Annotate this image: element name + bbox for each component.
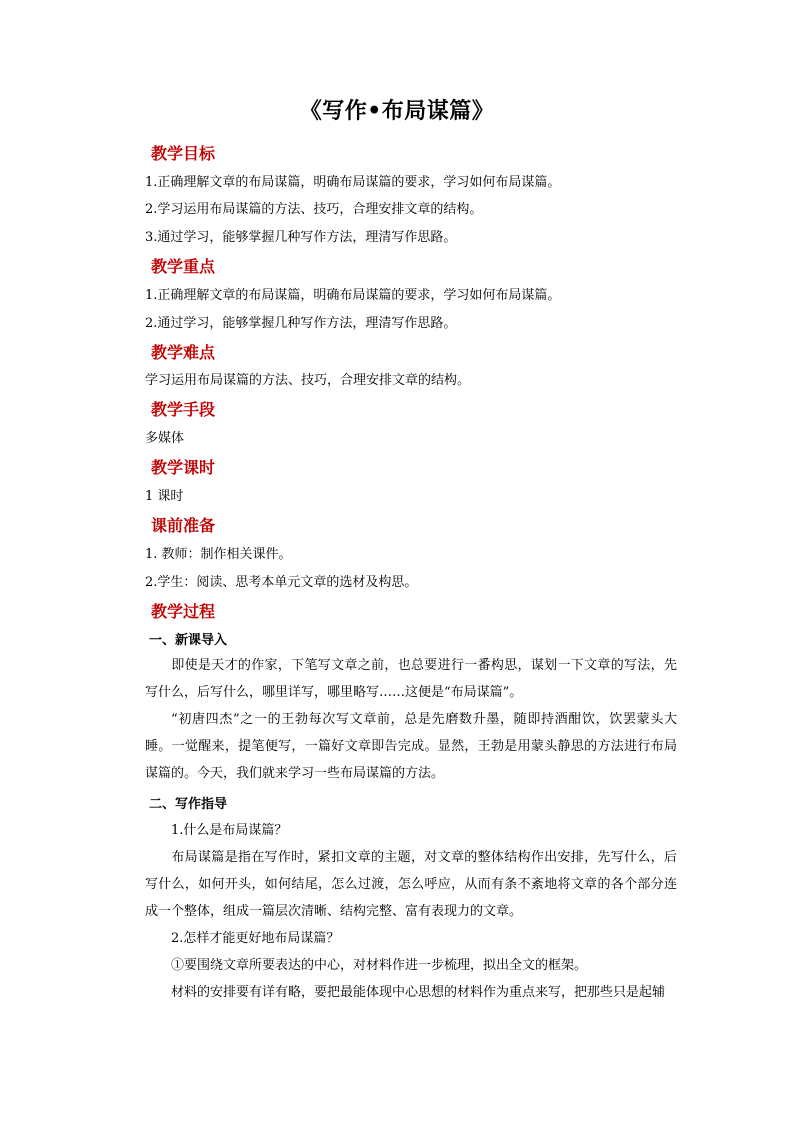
key-point-item-2: 2.通过学习，能够掌握几种写作方法，理清写作思路。 [145,316,457,331]
process-part2-paragraph-4: ①要围绕文章所要表达的中心，对材料作进一步梳理，拟出全文的框架。 [171,958,588,973]
key-point-item-1: 1.正确理解文章的布局谋篇，明确布局谋篇的要求，学习如何布局谋篇。 [145,288,561,303]
process-part1-paragraph-1: 即使是天才的作家，下笔写文章之前，也总要进行一番构思，谋划一下文章的写法，先写什么，后写什么，哪里详写，哪里略写……这便是“布局谋篇”。 [145,658,677,700]
document-title: 《写作•布局谋篇》 [299,98,495,124]
process-part2-heading: 二、写作指导 [149,797,228,812]
preparation-item-1: 1. 教师：制作相关课件。 [145,547,292,562]
section-heading-preparation: 课前准备 [151,516,216,535]
process-part2-paragraph-5: 材料的安排要有详有略，要把最能体现中心思想的材料作为重点来写，把那些只是起辅 [171,985,666,1000]
section-heading-means: 教学手段 [151,400,216,419]
process-part1-paragraph-2: “初唐四杰”之一的王勃每次写文章前，总是先磨数升墨，随即持酒酣饮，饮罢蒙头大睡。一觉醒来，提笔便写，一篇好文章即告完成。显然，王勃是用蒙头静思的方法进行布局谋篇的。今天，我们就来学习一些布局谋篇的方法。 [145,712,677,781]
section-heading-key-points: 教学重点 [151,257,216,276]
preparation-item-2: 2.学生：阅读、思考本单元文章的选材及构思。 [145,575,418,590]
section-heading-process: 教学过程 [151,602,216,621]
difficulty-item-1: 学习运用布局谋篇的方法、技巧，合理安排文章的结构。 [145,373,471,388]
goal-item-2: 2.学习运用布局谋篇的方法、技巧，合理安排文章的结构。 [145,202,483,217]
means-item-1: 多媒体 [145,431,185,446]
process-part2-paragraph-2: 布局谋篇是指在写作时，紧扣文章的主题，对文章的整体结构作出安排，先写什么，后写什么，如何开头，如何结尾，怎么过渡，怎么呼应，从而有条不紊地将文章的各个部分连成一个整体，组成一篇层次清晰、结构完整、富有表现力的文章。 [145,850,677,919]
process-part1-heading: 一、新课导入 [149,633,228,648]
section-heading-hours: 教学课时 [151,458,216,477]
hours-item-1: 1 课时 [145,489,184,504]
section-heading-difficulties: 教学难点 [151,343,216,362]
section-heading-goals: 教学目标 [151,144,216,163]
goal-item-1: 1.正确理解文章的布局谋篇，明确布局谋篇的要求，学习如何布局谋篇。 [145,175,561,190]
process-part2-paragraph-1: 1.什么是布局谋篇？ [171,823,288,838]
goal-item-3: 3.通过学习，能够掌握几种写作方法，理清写作思路。 [145,230,457,245]
process-part2-paragraph-3: 2.怎样才能更好地布局谋篇？ [171,931,340,946]
